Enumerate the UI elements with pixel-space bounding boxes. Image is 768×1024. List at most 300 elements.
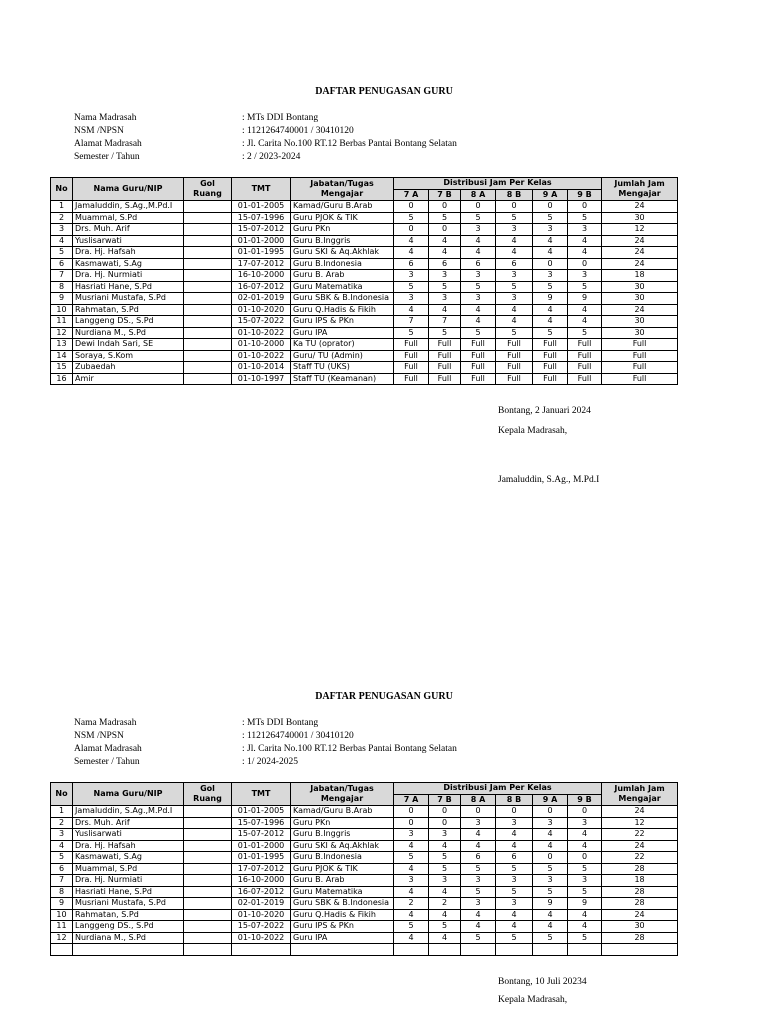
cell-jabatan: Guru SKI & Aq.Akhlak xyxy=(291,247,394,259)
cell-no: 6 xyxy=(51,863,73,875)
cell-gol xyxy=(184,944,232,956)
header-tmt: TMT xyxy=(232,178,291,201)
cell-jumlah: 30 xyxy=(602,281,678,293)
cell-8b: 3 xyxy=(496,270,533,282)
cell-7b: 7 xyxy=(429,316,461,328)
cell-7a: 0 xyxy=(394,201,429,213)
cell-tmt: 01-10-2022 xyxy=(232,350,291,362)
cell-9a: 0 xyxy=(533,201,568,213)
cell-tmt: 15-07-2012 xyxy=(232,224,291,236)
cell-nama xyxy=(73,944,184,956)
cell-7a: 4 xyxy=(394,235,429,247)
cell-no: 7 xyxy=(51,875,73,887)
cell-8a: 0 xyxy=(461,806,496,818)
cell-7a: 5 xyxy=(394,852,429,864)
cell-8a: 6 xyxy=(461,852,496,864)
cell-7b: 0 xyxy=(429,224,461,236)
cell-jabatan: Staff TU (Keamanan) xyxy=(291,373,394,385)
cell-7b: 3 xyxy=(429,829,461,841)
header-jumlah: Jumlah Jam Mengajar xyxy=(602,783,678,806)
cell-nama: Dra. Hj. Nurmiati xyxy=(73,875,184,887)
cell-7a: 4 xyxy=(394,863,429,875)
cell-jumlah: 18 xyxy=(602,875,678,887)
info-label: Alamat Madrasah xyxy=(74,744,142,754)
cell-9b: 0 xyxy=(568,201,602,213)
cell-7a: 7 xyxy=(394,316,429,328)
cell-jabatan: Guru IPA xyxy=(291,932,394,944)
cell-7b: 5 xyxy=(429,327,461,339)
cell-7b: 3 xyxy=(429,270,461,282)
header-class: 9 A xyxy=(533,794,568,806)
cell-8b: 0 xyxy=(496,201,533,213)
cell-7a: 3 xyxy=(394,829,429,841)
school-info xyxy=(74,717,457,769)
table-row xyxy=(51,829,678,841)
cell-8b: Full xyxy=(496,339,533,351)
cell-jumlah: Full xyxy=(602,339,678,351)
cell-nama: Rahmatan, S.Pd xyxy=(73,304,184,316)
cell-nama: Hasriati Hane, S.Pd xyxy=(73,281,184,293)
cell-no: 10 xyxy=(51,304,73,316)
page-title: DAFTAR PENUGASAN GURU xyxy=(315,86,453,97)
school-info xyxy=(74,112,457,164)
cell-8b: 5 xyxy=(496,281,533,293)
cell-7b: Full xyxy=(429,350,461,362)
cell-nama: Yuslisarwati xyxy=(73,829,184,841)
cell-gol xyxy=(184,304,232,316)
info-label: Semester / Tahun xyxy=(74,152,140,162)
table-row xyxy=(51,863,678,875)
cell-jabatan: Kamad/Guru B.Arab xyxy=(291,201,394,213)
cell-8b: 0 xyxy=(496,806,533,818)
cell-9b: 4 xyxy=(568,921,602,933)
cell-7a: 3 xyxy=(394,293,429,305)
table-row xyxy=(51,339,678,351)
header-nama: Nama Guru/NIP xyxy=(73,178,184,201)
cell-9b: 4 xyxy=(568,304,602,316)
cell-jumlah: 24 xyxy=(602,258,678,270)
cell-jumlah: 24 xyxy=(602,806,678,818)
cell-9b: 3 xyxy=(568,270,602,282)
cell-no: 9 xyxy=(51,898,73,910)
cell-9b: Full xyxy=(568,339,602,351)
signature-name: Jamaluddin, S.Ag., M.Pd.I xyxy=(498,475,600,485)
cell-8a: 4 xyxy=(461,316,496,328)
header-nama: Nama Guru/NIP xyxy=(73,783,184,806)
cell-jabatan: Guru PKn xyxy=(291,224,394,236)
cell-8b: 5 xyxy=(496,327,533,339)
cell-no: 2 xyxy=(51,817,73,829)
cell-tmt: 01-01-2000 xyxy=(232,235,291,247)
cell-8a: 4 xyxy=(461,909,496,921)
cell-7a: Full xyxy=(394,339,429,351)
cell-8b: 4 xyxy=(496,840,533,852)
info-value: : MTs DDI Bontang xyxy=(242,113,319,123)
signature-place-date: Bontang, 2 Januari 2024 xyxy=(498,406,591,416)
cell-nama: Dra. Hj. Hafsah xyxy=(73,247,184,259)
cell-no: 4 xyxy=(51,840,73,852)
cell-7a: 4 xyxy=(394,886,429,898)
cell-9b: 4 xyxy=(568,829,602,841)
cell-8b: 6 xyxy=(496,852,533,864)
cell-jabatan: Ka TU (oprator) xyxy=(291,339,394,351)
cell-tmt: 15-07-1996 xyxy=(232,212,291,224)
cell-nama: Jamaluddin, S.Ag.,M.Pd.I xyxy=(73,201,184,213)
cell-jabatan: Guru/ TU (Admin) xyxy=(291,350,394,362)
cell-9b: 4 xyxy=(568,840,602,852)
cell-8b: 5 xyxy=(496,212,533,224)
cell-8b xyxy=(496,944,533,956)
cell-jumlah: 24 xyxy=(602,247,678,259)
cell-gol xyxy=(184,327,232,339)
cell-9a: 4 xyxy=(533,235,568,247)
cell-gol xyxy=(184,339,232,351)
cell-9a: 5 xyxy=(533,281,568,293)
info-value: : Jl. Carita No.100 RT.12 Berbas Pantai Bontang Selatan xyxy=(242,744,457,754)
cell-7a: Full xyxy=(394,373,429,385)
cell-jabatan: Guru PJOK & TIK xyxy=(291,863,394,875)
cell-gol xyxy=(184,829,232,841)
cell-jabatan: Guru IPA xyxy=(291,327,394,339)
cell-7a: 0 xyxy=(394,806,429,818)
cell-8b: 3 xyxy=(496,875,533,887)
table-row xyxy=(51,235,678,247)
cell-jabatan: Guru B. Arab xyxy=(291,270,394,282)
cell-8b: 5 xyxy=(496,932,533,944)
info-label: Nama Madrasah xyxy=(74,718,137,728)
cell-tmt: 01-10-1997 xyxy=(232,373,291,385)
cell-9b: 5 xyxy=(568,212,602,224)
cell-9b: 0 xyxy=(568,258,602,270)
cell-9a: 4 xyxy=(533,829,568,841)
cell-7b xyxy=(429,944,461,956)
cell-7b: 4 xyxy=(429,304,461,316)
cell-jumlah: 28 xyxy=(602,886,678,898)
cell-jumlah: 22 xyxy=(602,829,678,841)
cell-tmt: 15-07-1996 xyxy=(232,817,291,829)
cell-gol xyxy=(184,247,232,259)
cell-gol xyxy=(184,921,232,933)
table-row xyxy=(51,304,678,316)
cell-no: 3 xyxy=(51,829,73,841)
cell-7a: Full xyxy=(394,362,429,374)
cell-7a: 4 xyxy=(394,304,429,316)
cell-9a: 5 xyxy=(533,886,568,898)
cell-9a: 0 xyxy=(533,258,568,270)
signature-role: Kepala Madrasah, xyxy=(498,426,568,436)
cell-no: 4 xyxy=(51,235,73,247)
cell-tmt: 16-07-2012 xyxy=(232,281,291,293)
cell-jabatan: Guru SKI & Aq.Akhlak xyxy=(291,840,394,852)
table-row xyxy=(51,224,678,236)
info-row xyxy=(74,151,457,164)
cell-jabatan: Kamad/Guru B.Arab xyxy=(291,806,394,818)
cell-7b: 4 xyxy=(429,840,461,852)
cell-nama: Hasriati Hane, S.Pd xyxy=(73,886,184,898)
table-row xyxy=(51,817,678,829)
cell-tmt: 15-07-2022 xyxy=(232,921,291,933)
cell-jabatan: Guru Matematika xyxy=(291,281,394,293)
cell-nama: Kasmawati, S.Ag xyxy=(73,852,184,864)
cell-nama: Amir xyxy=(73,373,184,385)
cell-7a: 3 xyxy=(394,270,429,282)
cell-jumlah: 24 xyxy=(602,304,678,316)
cell-jumlah: 30 xyxy=(602,921,678,933)
cell-nama: Muammal, S.Pd xyxy=(73,212,184,224)
assignment-table xyxy=(50,177,678,385)
cell-9b: 3 xyxy=(568,875,602,887)
table-row xyxy=(51,898,678,910)
cell-7b: 3 xyxy=(429,293,461,305)
cell-8b: 4 xyxy=(496,921,533,933)
cell-nama: Zubaedah xyxy=(73,362,184,374)
cell-8a: 5 xyxy=(461,863,496,875)
cell-no: 10 xyxy=(51,909,73,921)
cell-nama: Langgeng DS., S.Pd xyxy=(73,316,184,328)
cell-tmt: 02-01-2019 xyxy=(232,898,291,910)
cell-9a: 3 xyxy=(533,224,568,236)
cell-jumlah: 18 xyxy=(602,270,678,282)
cell-jumlah: 24 xyxy=(602,840,678,852)
cell-jumlah: 22 xyxy=(602,852,678,864)
cell-7a: 4 xyxy=(394,247,429,259)
cell-9a: Full xyxy=(533,362,568,374)
cell-gol xyxy=(184,270,232,282)
cell-jabatan: Guru Q.Hadis & Fikih xyxy=(291,304,394,316)
header-class: 9 B xyxy=(568,189,602,201)
header-no: No xyxy=(51,178,73,201)
cell-7a: 5 xyxy=(394,212,429,224)
table-row xyxy=(51,258,678,270)
header-class: 9 A xyxy=(533,189,568,201)
cell-jabatan: Guru B.Inggris xyxy=(291,829,394,841)
info-row xyxy=(74,743,457,756)
cell-no: 7 xyxy=(51,270,73,282)
info-row xyxy=(74,138,457,151)
cell-jabatan: Guru SBK & B.Indonesia xyxy=(291,898,394,910)
info-value: : MTs DDI Bontang xyxy=(242,718,319,728)
header-gol: Gol Ruang xyxy=(184,178,232,201)
cell-7b: 4 xyxy=(429,909,461,921)
table-row xyxy=(51,362,678,374)
cell-gol xyxy=(184,258,232,270)
cell-jabatan: Guru B.Inggris xyxy=(291,235,394,247)
cell-9a: 4 xyxy=(533,909,568,921)
cell-8b: 4 xyxy=(496,235,533,247)
table-row xyxy=(51,201,678,213)
cell-9b: 3 xyxy=(568,224,602,236)
cell-8a: Full xyxy=(461,350,496,362)
table-row xyxy=(51,373,678,385)
table-row xyxy=(51,852,678,864)
cell-8b: 4 xyxy=(496,829,533,841)
cell-jabatan: Guru B.Indonesia xyxy=(291,852,394,864)
cell-no: 8 xyxy=(51,281,73,293)
cell-jumlah: 12 xyxy=(602,817,678,829)
signature-role: Kepala Madrasah, xyxy=(498,995,568,1005)
cell-tmt: 15-07-2012 xyxy=(232,829,291,841)
cell-jabatan: Guru IPS & PKn xyxy=(291,921,394,933)
cell-8b: 5 xyxy=(496,886,533,898)
cell-tmt: 01-01-1995 xyxy=(232,852,291,864)
cell-9b: 0 xyxy=(568,852,602,864)
cell-jabatan: Guru B. Arab xyxy=(291,875,394,887)
cell-no: 14 xyxy=(51,350,73,362)
cell-7b: 4 xyxy=(429,932,461,944)
cell-no: 15 xyxy=(51,362,73,374)
cell-jabatan: Guru Matematika xyxy=(291,886,394,898)
header-tmt: TMT xyxy=(232,783,291,806)
cell-8a: 3 xyxy=(461,817,496,829)
cell-8a: 5 xyxy=(461,932,496,944)
cell-7b: Full xyxy=(429,339,461,351)
cell-nama: Drs. Muh. Arif xyxy=(73,817,184,829)
header-jabatan: Jabatan/Tugas Mengajar xyxy=(291,783,394,806)
cell-7b: Full xyxy=(429,362,461,374)
cell-gol xyxy=(184,875,232,887)
cell-8a: 3 xyxy=(461,293,496,305)
cell-jabatan xyxy=(291,944,394,956)
table-row xyxy=(51,247,678,259)
table-row xyxy=(51,921,678,933)
header-class: 9 B xyxy=(568,794,602,806)
cell-jumlah: 24 xyxy=(602,909,678,921)
cell-8a: 3 xyxy=(461,898,496,910)
cell-jumlah xyxy=(602,944,678,956)
cell-9a: 5 xyxy=(533,212,568,224)
table-row xyxy=(51,909,678,921)
cell-gol xyxy=(184,362,232,374)
cell-9b: Full xyxy=(568,373,602,385)
cell-7a: 0 xyxy=(394,224,429,236)
info-label: Alamat Madrasah xyxy=(74,139,142,149)
cell-9b: Full xyxy=(568,362,602,374)
cell-tmt: 16-10-2000 xyxy=(232,875,291,887)
cell-8b: 3 xyxy=(496,817,533,829)
cell-7b: 4 xyxy=(429,886,461,898)
cell-9a: Full xyxy=(533,339,568,351)
cell-gol xyxy=(184,201,232,213)
cell-jumlah: 28 xyxy=(602,932,678,944)
cell-tmt: 01-01-2005 xyxy=(232,806,291,818)
info-value: : Jl. Carita No.100 RT.12 Berbas Pantai Bontang Selatan xyxy=(242,139,457,149)
cell-no: 8 xyxy=(51,886,73,898)
cell-7b: 0 xyxy=(429,806,461,818)
info-row xyxy=(74,125,457,138)
cell-9b: Full xyxy=(568,350,602,362)
info-row xyxy=(74,717,457,730)
cell-gol xyxy=(184,886,232,898)
cell-8a: Full xyxy=(461,362,496,374)
cell-jabatan: Guru B.Indonesia xyxy=(291,258,394,270)
info-value: : 2 / 2023-2024 xyxy=(242,152,301,162)
cell-jabatan: Staff TU (UKS) xyxy=(291,362,394,374)
cell-no xyxy=(51,944,73,956)
cell-8a: 4 xyxy=(461,247,496,259)
header-class: 7 A xyxy=(394,794,429,806)
cell-gol xyxy=(184,806,232,818)
cell-8b: 4 xyxy=(496,909,533,921)
cell-gol xyxy=(184,316,232,328)
cell-jumlah: 30 xyxy=(602,293,678,305)
signature-place-date: Bontang, 10 Juli 20234 xyxy=(498,977,587,987)
cell-jumlah: 30 xyxy=(602,212,678,224)
table-row xyxy=(51,281,678,293)
cell-nama: Muammal, S.Pd xyxy=(73,863,184,875)
cell-tmt: 17-07-2012 xyxy=(232,258,291,270)
cell-9a: 0 xyxy=(533,852,568,864)
cell-tmt: 01-01-2000 xyxy=(232,840,291,852)
cell-9a: 3 xyxy=(533,817,568,829)
cell-nama: Rahmatan, S.Pd xyxy=(73,909,184,921)
cell-no: 11 xyxy=(51,921,73,933)
info-row xyxy=(74,756,457,769)
header-class: 8 A xyxy=(461,794,496,806)
cell-tmt: 01-10-2022 xyxy=(232,327,291,339)
cell-7a: 3 xyxy=(394,875,429,887)
cell-nama: Dra. Hj. Nurmiati xyxy=(73,270,184,282)
cell-tmt xyxy=(232,944,291,956)
table-row xyxy=(51,944,678,956)
cell-9b xyxy=(568,944,602,956)
cell-9a xyxy=(533,944,568,956)
cell-8a: 5 xyxy=(461,212,496,224)
cell-nama: Jamaluddin, S.Ag.,M.Pd.I xyxy=(73,806,184,818)
header-class: 7 A xyxy=(394,189,429,201)
cell-9a: 3 xyxy=(533,270,568,282)
table-row xyxy=(51,270,678,282)
page-title: DAFTAR PENUGASAN GURU xyxy=(315,691,453,702)
cell-gol xyxy=(184,932,232,944)
cell-no: 3 xyxy=(51,224,73,236)
cell-8b: 4 xyxy=(496,316,533,328)
cell-8b: 3 xyxy=(496,224,533,236)
cell-8b: 4 xyxy=(496,304,533,316)
cell-8a: Full xyxy=(461,373,496,385)
table-row xyxy=(51,327,678,339)
header-class: 8 A xyxy=(461,189,496,201)
cell-9b: 5 xyxy=(568,863,602,875)
header-jumlah: Jumlah Jam Mengajar xyxy=(602,178,678,201)
cell-7a: 0 xyxy=(394,817,429,829)
table-row xyxy=(51,886,678,898)
cell-9a: 4 xyxy=(533,304,568,316)
table-row xyxy=(51,212,678,224)
cell-8b: 3 xyxy=(496,293,533,305)
cell-gol xyxy=(184,293,232,305)
cell-jumlah: 30 xyxy=(602,327,678,339)
cell-7b: 2 xyxy=(429,898,461,910)
cell-9a: 5 xyxy=(533,327,568,339)
cell-nama: Drs. Muh. Arif xyxy=(73,224,184,236)
cell-no: 1 xyxy=(51,806,73,818)
cell-9a: 0 xyxy=(533,806,568,818)
cell-tmt: 17-07-2012 xyxy=(232,863,291,875)
cell-9b: 0 xyxy=(568,806,602,818)
cell-jumlah: 12 xyxy=(602,224,678,236)
header-class: 8 B xyxy=(496,794,533,806)
cell-9b: 4 xyxy=(568,247,602,259)
cell-9b: 9 xyxy=(568,898,602,910)
cell-no: 6 xyxy=(51,258,73,270)
cell-9b: 5 xyxy=(568,281,602,293)
info-row xyxy=(74,112,457,125)
cell-7a: 2 xyxy=(394,898,429,910)
cell-8a: 4 xyxy=(461,840,496,852)
cell-9a: 9 xyxy=(533,898,568,910)
cell-9b: 5 xyxy=(568,886,602,898)
cell-8b: Full xyxy=(496,350,533,362)
